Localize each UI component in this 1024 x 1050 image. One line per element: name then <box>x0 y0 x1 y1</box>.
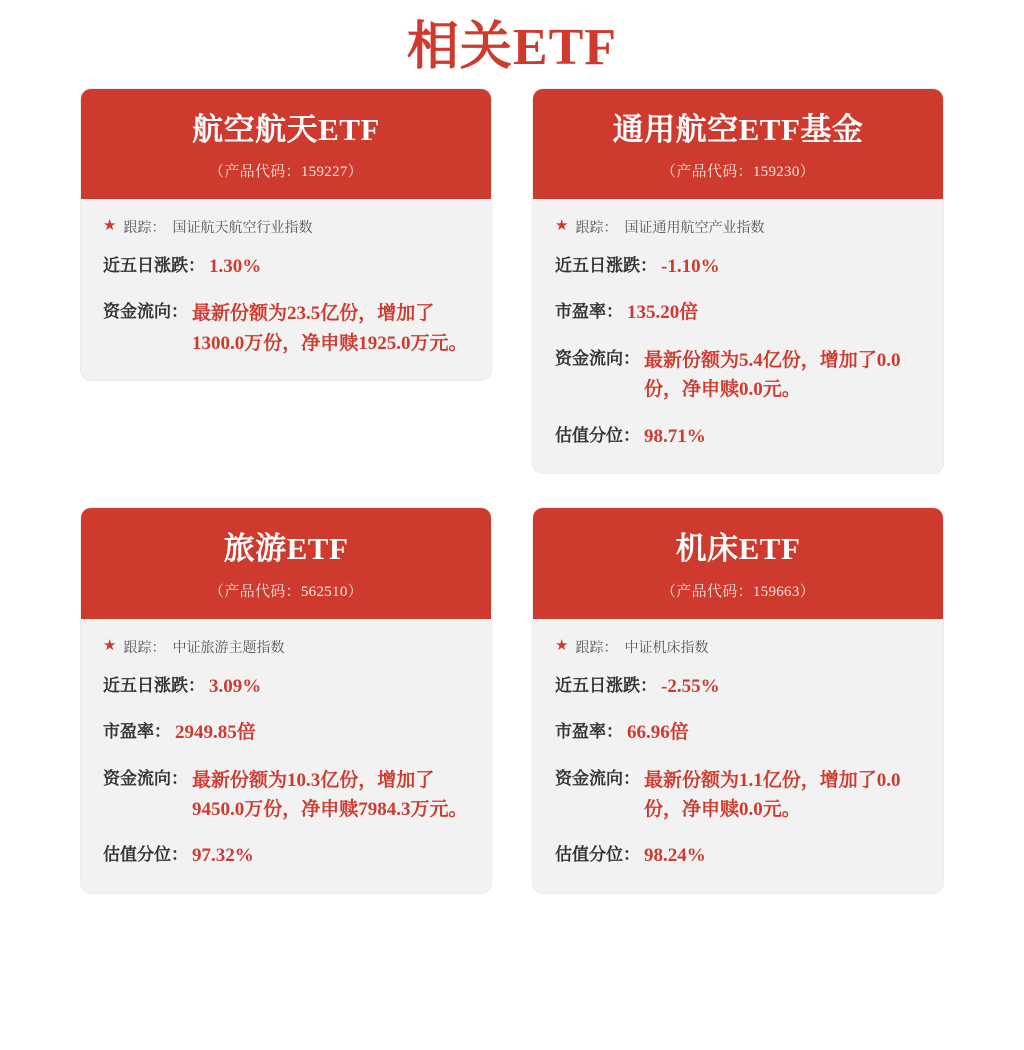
etf-metric-label: 近五日涨跌： <box>555 675 657 695</box>
etf-card-grid <box>0 89 1024 893</box>
etf-metric <box>555 299 921 328</box>
etf-track-row <box>103 637 469 657</box>
etf-card[interactable] <box>81 89 491 381</box>
etf-card[interactable] <box>533 89 943 474</box>
etf-track-index: 国证航天航空行业指数 <box>172 220 313 236</box>
etf-track-row <box>555 217 921 237</box>
etf-metric-label: 估值分位： <box>103 845 188 865</box>
etf-card-header <box>81 508 491 618</box>
etf-name: 机床ETF <box>675 531 801 567</box>
etf-product-code: （产品代码：159227） <box>209 163 363 180</box>
etf-metric <box>555 346 921 405</box>
etf-product-code: （产品代码：159230） <box>661 163 815 180</box>
etf-metric-label: 近五日涨跌： <box>555 255 657 275</box>
etf-metric <box>103 299 469 358</box>
etf-metric-label: 近五日涨跌： <box>103 675 205 695</box>
etf-name: 通用航空ETF基金 <box>612 111 864 147</box>
etf-metric-value: 最新份额为23.5亿份，增加了1300.0万份，净申赎1925.0万元。 <box>192 303 468 354</box>
etf-metric-value: 最新份额为10.3亿份，增加了9450.0万份，净申赎7984.3万元。 <box>192 769 468 820</box>
etf-track-index: 中证旅游主题指数 <box>172 640 285 656</box>
etf-metric-label: 资金流向： <box>103 768 188 788</box>
star-icon: ★ <box>555 218 569 235</box>
page-title: 相关ETF <box>406 19 618 76</box>
etf-track-label: 跟踪： <box>123 220 166 236</box>
etf-card-body <box>81 199 491 380</box>
etf-metric <box>103 719 469 748</box>
etf-metric-value: 2949.85倍 <box>175 722 256 744</box>
etf-card-body <box>533 619 943 893</box>
etf-name: 旅游ETF <box>223 531 349 567</box>
etf-metric-label: 资金流向： <box>555 348 640 368</box>
star-icon: ★ <box>103 638 117 655</box>
etf-metric <box>555 673 921 702</box>
star-icon: ★ <box>103 218 117 235</box>
etf-metric-label: 市盈率： <box>103 722 171 742</box>
etf-metric-value: -1.10% <box>661 255 720 277</box>
etf-metric <box>103 766 469 825</box>
etf-metric <box>555 253 921 282</box>
etf-card[interactable] <box>533 508 943 893</box>
etf-metric <box>555 719 921 748</box>
etf-metric <box>555 423 921 452</box>
etf-metric-label: 资金流向： <box>555 768 640 788</box>
etf-metric-value: 98.24% <box>644 845 706 867</box>
star-icon: ★ <box>555 638 569 655</box>
etf-product-code: （产品代码：562510） <box>209 583 363 600</box>
etf-metric-label: 估值分位： <box>555 845 640 865</box>
etf-track-row <box>103 217 469 237</box>
etf-card-header <box>533 508 943 618</box>
etf-metric <box>555 766 921 825</box>
etf-track-label: 跟踪： <box>123 640 166 656</box>
etf-track-label: 跟踪： <box>575 220 618 236</box>
etf-metric-label: 市盈率： <box>555 302 623 322</box>
etf-metric-value: 最新份额为1.1亿份，增加了0.0份，净申赎0.0元。 <box>644 769 901 820</box>
etf-track-index: 中证机床指数 <box>624 640 709 656</box>
etf-metric-label: 估值分位： <box>555 425 640 445</box>
etf-metric-value: 最新份额为5.4亿份，增加了0.0份，净申赎0.0元。 <box>644 349 901 401</box>
etf-card[interactable] <box>81 508 491 893</box>
etf-metric-label: 近五日涨跌： <box>103 255 205 275</box>
etf-track-label: 跟踪： <box>575 640 618 656</box>
etf-card-body <box>81 619 491 893</box>
etf-metric-value: 3.09% <box>209 675 262 697</box>
etf-track-row <box>555 637 921 657</box>
etf-metric-value: 66.96倍 <box>627 722 689 744</box>
etf-card-header <box>81 89 491 199</box>
etf-product-code: （产品代码：159663） <box>661 583 815 600</box>
etf-metric-label: 市盈率： <box>555 722 623 742</box>
etf-metric-label: 资金流向： <box>103 302 188 322</box>
etf-metric-value: 98.71% <box>644 425 706 447</box>
etf-metric <box>103 673 469 702</box>
etf-name: 航空航天ETF <box>192 111 380 147</box>
etf-track-index: 国证通用航空产业指数 <box>624 220 765 236</box>
etf-metric-value: 135.20倍 <box>627 302 699 324</box>
etf-card-header <box>533 89 943 199</box>
etf-metric <box>103 842 469 871</box>
etf-metric <box>555 842 921 871</box>
etf-metric-value: 1.30% <box>209 255 262 277</box>
etf-card-body <box>533 199 943 473</box>
etf-metric-value: -2.55% <box>661 675 720 697</box>
etf-metric-value: 97.32% <box>192 845 254 867</box>
etf-metric <box>103 253 469 282</box>
